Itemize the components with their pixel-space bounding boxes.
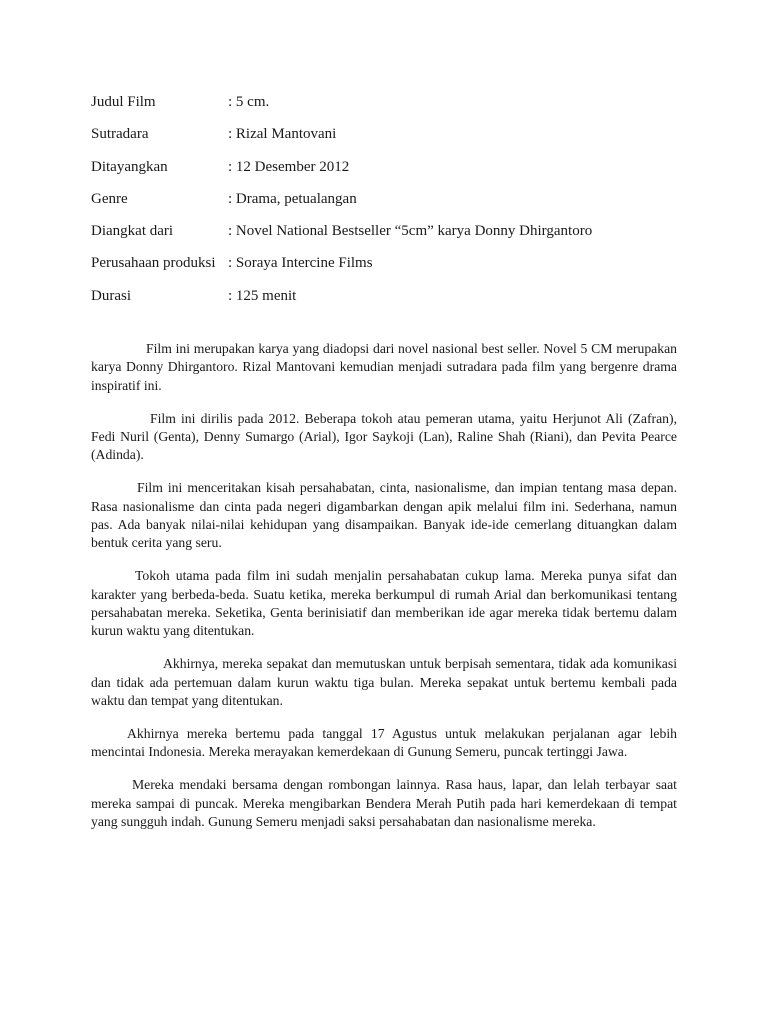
info-row-release (91, 157, 691, 189)
info-row-studio (91, 253, 691, 285)
info-row-duration (91, 286, 691, 318)
info-value: : 5 cm. (228, 94, 270, 110)
film-info-table (91, 92, 691, 318)
info-value: : Rizal Mantovani (228, 126, 337, 143)
info-value: : Novel National Bestseller “5cm” karya Donny Dhirgantoro (228, 223, 593, 240)
paragraph: Mereka mendaki bersama dengan rombongan lainnya. Rasa haus, lapar, dan lelah terbayar saat mereka sampai di puncak. Mereka mengibarkan Bendera Merah Putih pada hari kemerdekaan di tempat yang sungguh indah. Gunung Semeru menjadi saksi persahabatan dan nasionalisme mereka. (91, 777, 677, 830)
info-row-genre (91, 189, 691, 221)
info-label: Judul Film (91, 94, 156, 110)
paragraph: Akhirnya, mereka sepakat dan memutuskan untuk berpisah sementara, tidak ada komunikasi dan tidak ada pertemuan dalam kurun waktu tiga bulan. Mereka sepakat untuk bertemu kembali pada waktu dan tempat yang ditentukan. (91, 656, 677, 708)
info-label: Genre (91, 190, 128, 207)
info-value: : 125 menit (228, 287, 297, 304)
info-label: Ditayangkan (91, 158, 168, 175)
info-value: : Drama, petualangan (228, 190, 357, 207)
info-label: Durasi (91, 287, 131, 304)
info-row-director (91, 124, 691, 156)
info-label: Perusahaan produksi (91, 255, 216, 272)
paragraph: Film ini dirilis pada 2012. Beberapa tokoh atau pemeran utama, yaitu Herjunot Ali (Zafran), Fedi Nuril (Genta), Denny Sumargo (Arial), Igor Saykoji (Lan), Raline Shah (Riani), dan Pevita Pearce (Adinda). (91, 410, 677, 463)
info-label: Sutradara (91, 126, 149, 143)
paragraph: Tokoh utama pada film ini sudah menjalin persahabatan cukup lama. Mereka punya sifat dan karakter yang berbeda-beda. Suatu ketika, mereka berkumpul di rumah Arial dan berkomunikasi tentang persahabatan mereka. Seketika, Genta berinisiatif dan memberikan ide agar mereka tidak bertemu dalam kurun waktu yang ditentukan. (91, 568, 677, 639)
review-body (91, 340, 677, 846)
paragraph: Film ini menceritakan kisah persahabatan, cinta, nasionalisme, dan impian tentang masa depan. Rasa nasionalisme dan cinta pada negeri digambarkan dengan apik melalui film ini. Sederhana, namun pas. Ada banyak nilai-nilai kehidupan yang disampaikan. Banyak ide-ide cemerlang dituangkan dalam bentuk cerita yang seru. (91, 480, 677, 551)
info-value: : 12 Desember 2012 (228, 158, 350, 175)
info-row-source (91, 221, 691, 253)
info-value: : Soraya Intercine Films (228, 255, 373, 272)
info-label: Diangkat dari (91, 223, 174, 240)
info-row-title (91, 92, 691, 124)
paragraph: Akhirnya mereka bertemu pada tanggal 17 Agustus untuk melakukan perjalanan agar lebih mencintai Indonesia. Mereka merayakan kemerdekaan di Gunung Semeru, puncak tertinggi Jawa. (91, 726, 677, 760)
paragraph: Film ini merupakan karya yang diadopsi dari novel nasional best seller. Novel 5 CM merupakan karya Donny Dhirgantoro. Rizal Mantovani kemudian menjadi sutradara pada film yang bergenre drama inspiratif ini. (91, 341, 677, 393)
